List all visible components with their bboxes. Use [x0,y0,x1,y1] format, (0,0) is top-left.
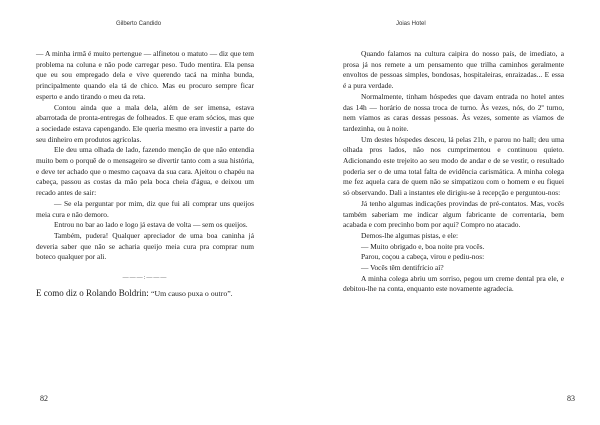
paragraph: Também, pudera! Qualquer apreciador de uma boa caninha já deveria saber que não se acharia queijo meia cura pra comprar num boteco qualquer por ali. [36,230,254,262]
paragraph: Ele deu uma olhada de lado, fazendo menção de que não entendia muito bem o porquê de o mensageiro se divertir tanto com a sua história, e deve ter achado que o mesmo caçoava da sua cara. Ajeitou o chapéu na cabeça, passou as costas da mão pela boca cheia d'água, e deixou um recado antes de sair: [36,145,254,198]
paragraph: Contou ainda que a mala dela, além de ser imensa, estava abarrotada de pronta-entregas de folheados. E que eram sócios, mas que a sociedade estava capengando. Ele queria mesmo era investir a parte do seu dinheiro em produtos agrícolas. [36,102,254,144]
page-number: 82 [40,394,48,403]
paragraph: Um destes hóspedes desceu, lá pelas 21h, e parou no hall; deu uma olhada pros lados, não nos cumprimentou e continuou quieto. Adicionando este trejeito ao seu modo de andar e de se vestir, o resultado poderia ser o de uma total falta de evidência carismática. A minha colega me fez aquela cara de quem não se simpatizou com o homem e eu fiquei só observando. Dali a instantes ele dirigiu-se à recepção e perguntou-nos: [343,134,564,198]
paragraph: A minha colega abriu um sorriso, pegou um creme dental pra ele, e debitou-lhe na conta, enquanto este novamente agradecia. [343,273,564,294]
paragraph: Demos-lhe algumas pistas, e ele: [361,230,459,240]
epigraph-quote: “Um causo puxa o outro”. [151,288,233,298]
dialogue-line: — Vocês têm dentifrício aí? [361,263,444,273]
paragraph: — Se ela perguntar por mim, diz que fui ali comprar uns queijos meia cura e não demoro. [36,198,254,219]
section-separator: ———:——— [122,275,168,282]
right-text-block [343,49,564,295]
page-number: 83 [567,394,575,403]
paragraph: Normalmente, tinham hóspedes que davam entrada no hotel antes das 14h — horário de nossa troca de turno. Às vezes, nós, do 2º turno, nem víamos as caras dessas pessoas. Às vezes, somente as víamos de tardezinha, ou à noite. [343,91,564,133]
epigraph-lead: E como diz o Rolando Boldrin: [36,287,151,298]
right-page [300,0,600,425]
dialogue-line: — Muito obrigado e, boa noite pra vocês. [361,241,485,251]
left-text-block [36,49,254,299]
paragraph: Parou, coçou a cabeça, virou e pediu-nos: [361,252,485,262]
running-head-chapter: Joias Hotel [396,21,426,27]
paragraph: Entrou no bar ao lado e logo já estava de volta — sem os queijos. [54,220,248,230]
paragraph: Quando falamos na cultura caipira do nosso país, de imediato, a prosa já nos remete a um pensamento que trilha caminhos geralmente envoltos de pessoas simples, bondosas, hospitaleiras, enraizadas... E essa é a pura verdade. [343,49,564,91]
paragraph: — A minha irmã é muito pertengue — alfinetou o matuto — diz que tem problema na coluna e não pode carregar peso. Tudo mentira. Ela pensa que eu sou empregado dela e vive querendo tacá na minha bunda, principalmente quando ela tá de chico. Mas eu procuro sempre ficar esperto e ando tirando o meu da reta. [36,49,254,101]
paragraph: Já tenho algumas indicações provindas de pré-contatos. Mas, vocês também saberiam me indicar algum fabricante de correntaria, bem acabada e com precinho bom por aqui? Compro no atacado. [343,198,564,230]
running-head-author: Gilberto Candido [116,21,162,27]
epigraph [36,288,254,299]
